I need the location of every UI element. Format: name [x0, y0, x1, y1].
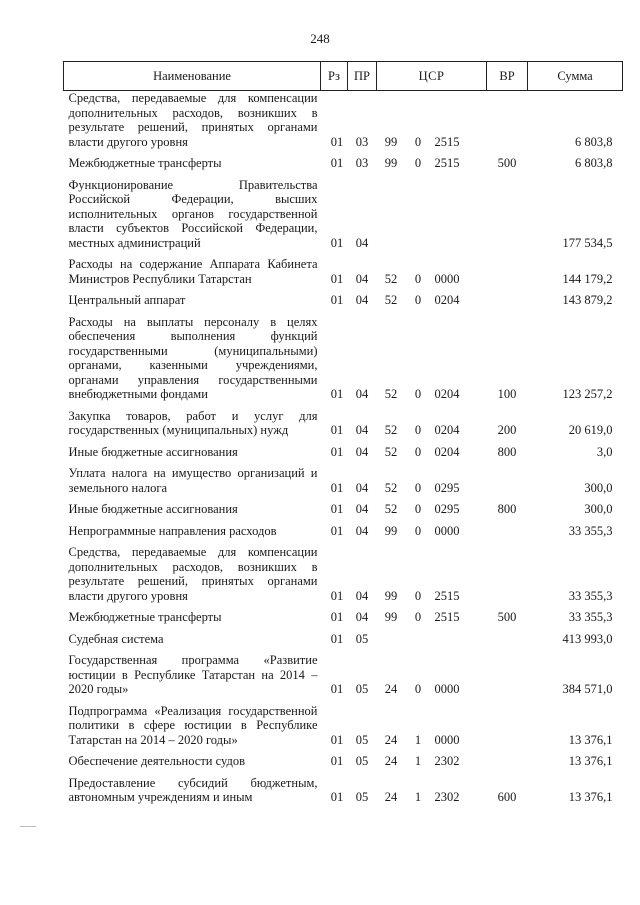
row-csr-direction: 2302 — [434, 754, 460, 768]
row-rz: 01 — [330, 235, 344, 250]
header-name: Наименование — [64, 62, 321, 91]
row-csr-program: 24 — [384, 682, 398, 696]
row-csr-direction: 0295 — [434, 480, 460, 495]
row-sum: 300,0 — [584, 502, 613, 516]
row-spacer-cell — [64, 603, 623, 610]
row-csr-subprogram: 0 — [414, 134, 422, 149]
row-pr: 05 — [355, 790, 369, 804]
row-spacer — [64, 286, 623, 293]
row-csr-program: 99 — [384, 588, 398, 603]
row-csr-subprogram: 1 — [414, 754, 422, 768]
row-pr: 04 — [355, 293, 369, 307]
row-csr-program: 52 — [384, 271, 398, 286]
row-rz: 01 — [330, 790, 344, 804]
row-csr-subprogram: 0 — [414, 610, 422, 624]
row-csr-subprogram: 0 — [414, 444, 422, 459]
row-vr — [487, 754, 528, 769]
table-row — [64, 91, 623, 150]
row-spacer — [64, 517, 623, 524]
row-vr — [487, 257, 528, 286]
row-pr: 04 — [355, 480, 369, 495]
row-csr-direction — [431, 178, 487, 251]
row-vr — [487, 704, 528, 748]
row-csr-program: 52 — [384, 293, 398, 307]
table-row — [64, 466, 623, 495]
row-name: Средства, передаваемые для компенсации дополнительных расходов, возникших в результате решений, принятых органами власти другого уровня — [68, 545, 318, 603]
row-rz: 01 — [330, 134, 344, 149]
row-csr-program: 52 — [384, 480, 398, 495]
row-csr-direction: 2515 — [434, 134, 460, 149]
row-rz: 01 — [330, 732, 344, 747]
row-csr-subprogram: 0 — [414, 480, 422, 495]
table-row — [64, 653, 623, 697]
budget-table — [63, 61, 623, 805]
table-body — [64, 91, 623, 805]
row-vr: 500 — [497, 156, 517, 170]
row-sum: 13 376,1 — [568, 790, 613, 804]
row-rz: 01 — [330, 588, 344, 603]
row-csr-subprogram: 1 — [414, 732, 422, 747]
row-name: Судебная система — [68, 631, 164, 646]
row-pr: 05 — [355, 732, 369, 747]
row-rz: 01 — [330, 387, 344, 401]
row-name: Уплата налога на имущество организаций и земельного налога — [68, 466, 318, 495]
row-csr-program: 24 — [384, 732, 398, 747]
row-csr-program — [377, 632, 406, 647]
row-spacer — [64, 495, 623, 502]
row-name: Межбюджетные трансферты — [68, 610, 222, 624]
row-spacer-cell — [64, 402, 623, 409]
row-spacer-cell — [64, 495, 623, 502]
row-pr: 04 — [355, 523, 369, 538]
row-spacer-cell — [64, 538, 623, 545]
row-sum: 33 355,3 — [568, 523, 613, 538]
header-sum: Сумма — [528, 62, 623, 91]
row-csr-direction: 0000 — [434, 271, 460, 286]
row-csr-program: 52 — [384, 423, 398, 437]
row-spacer — [64, 171, 623, 178]
row-sum: 6 803,8 — [575, 134, 613, 149]
row-sum: 300,0 — [584, 480, 613, 495]
row-sum: 20 619,0 — [568, 423, 613, 437]
row-csr-direction: 2515 — [434, 588, 460, 603]
row-csr-subprogram: 0 — [414, 502, 422, 516]
row-pr: 04 — [355, 610, 369, 624]
row-rz: 01 — [330, 523, 344, 538]
table-row — [64, 776, 623, 805]
row-csr-direction: 0204 — [434, 387, 460, 401]
row-name: Центральный аппарат — [68, 293, 186, 307]
row-csr-direction: 0000 — [434, 523, 460, 538]
row-vr — [487, 466, 528, 495]
row-pr: 04 — [355, 235, 369, 250]
row-csr-program: 52 — [384, 387, 398, 401]
row-pr: 04 — [355, 588, 369, 603]
row-name: Иные бюджетные ассигнования — [68, 444, 238, 459]
row-spacer-cell — [64, 286, 623, 293]
row-csr-direction: 0204 — [434, 293, 460, 307]
row-rz: 01 — [330, 293, 344, 307]
row-spacer — [64, 538, 623, 545]
row-spacer-cell — [64, 171, 623, 178]
row-sum: 13 376,1 — [568, 732, 613, 747]
row-vr — [487, 293, 528, 308]
row-name: Подпрограмма «Реализация государственной политики в сфере юстиции в Республике Татарстан на 2014 – 2020 годы» — [68, 703, 318, 747]
row-pr: 04 — [355, 444, 369, 459]
table-row — [64, 754, 623, 769]
row-spacer-cell — [64, 438, 623, 445]
row-rz: 01 — [330, 631, 344, 646]
header-vr: ВР — [487, 62, 528, 91]
row-spacer — [64, 697, 623, 704]
row-name: Государственная программа «Развитие юстиции в Республике Татарстан на 2014 – 2020 годы» — [68, 653, 318, 696]
row-spacer — [64, 625, 623, 632]
row-csr-direction: 0204 — [434, 444, 460, 459]
header-rz: Рз — [321, 62, 348, 91]
row-spacer — [64, 459, 623, 466]
row-pr: 04 — [355, 271, 369, 286]
row-vr: 200 — [497, 423, 517, 437]
row-pr: 05 — [355, 682, 369, 696]
table-row — [64, 502, 623, 517]
row-csr-subprogram: 0 — [414, 523, 422, 538]
scan-mark — [20, 826, 36, 827]
row-csr-program: 99 — [384, 523, 398, 538]
row-csr-subprogram: 0 — [414, 271, 422, 286]
row-pr: 05 — [355, 754, 369, 768]
row-sum: 384 571,0 — [562, 682, 613, 696]
row-csr-program: 52 — [384, 502, 398, 516]
row-name: Расходы на выплаты персоналу в целях обеспечения выполнения функций государственными (муниципальными) органами, казенными учреждениями, органами управления государственными внебюджетными фондами — [68, 314, 318, 401]
table-row — [64, 610, 623, 625]
row-csr-program: 99 — [384, 134, 398, 149]
row-name: Функционирование Правительства Российской Федерации, высших исполнительных органов государственной власти субъектов Российской Федерации, местных администраций — [68, 177, 318, 250]
row-csr-direction: 2302 — [434, 790, 460, 804]
table-header — [64, 62, 623, 91]
row-spacer-cell — [64, 625, 623, 632]
row-rz: 01 — [330, 271, 344, 286]
row-vr: 500 — [497, 610, 517, 624]
row-csr-subprogram: 0 — [414, 682, 422, 696]
row-pr: 04 — [355, 502, 369, 516]
row-sum: 33 355,3 — [568, 588, 613, 603]
row-spacer — [64, 603, 623, 610]
row-spacer — [64, 308, 623, 315]
row-csr-direction: 0000 — [434, 682, 460, 696]
row-pr: 05 — [355, 631, 369, 646]
row-name: Средства, передаваемые для компенсации дополнительных расходов, возникших в результате решений, принятых органами власти другого уровня — [68, 91, 318, 149]
table-row — [64, 178, 623, 251]
row-spacer — [64, 747, 623, 754]
table-row — [64, 545, 623, 603]
table-row — [64, 156, 623, 171]
row-spacer — [64, 646, 623, 653]
row-rz: 01 — [330, 502, 344, 516]
row-rz: 01 — [330, 754, 344, 768]
table-row — [64, 632, 623, 647]
row-name: Межбюджетные трансферты — [68, 156, 222, 170]
row-csr-program — [377, 178, 406, 251]
row-csr-subprogram: 0 — [414, 293, 422, 307]
row-rz: 01 — [330, 682, 344, 696]
row-rz: 01 — [330, 423, 344, 437]
row-vr — [487, 632, 528, 647]
row-name: Обеспечение деятельности судов — [68, 754, 245, 768]
row-sum: 143 879,2 — [562, 293, 613, 307]
header-pr: ПР — [348, 62, 377, 91]
row-rz: 01 — [330, 444, 344, 459]
table-row — [64, 445, 623, 460]
row-spacer — [64, 402, 623, 409]
row-spacer — [64, 250, 623, 257]
table-row — [64, 409, 623, 438]
row-name: Закупка товаров, работ и услуг для государственных (муниципальных) нужд — [68, 408, 318, 437]
row-csr-subprogram — [406, 178, 431, 251]
row-csr-subprogram: 0 — [414, 156, 422, 170]
table-row — [64, 524, 623, 539]
row-csr-subprogram: 0 — [414, 588, 422, 603]
row-spacer-cell — [64, 250, 623, 257]
row-csr-program: 99 — [384, 156, 398, 170]
row-vr: 100 — [497, 387, 517, 401]
row-csr-direction: 0295 — [434, 502, 460, 516]
row-csr-program: 52 — [384, 444, 398, 459]
row-spacer-cell — [64, 646, 623, 653]
row-vr — [487, 91, 528, 150]
row-spacer — [64, 438, 623, 445]
row-csr-direction: 2515 — [434, 610, 460, 624]
row-pr: 03 — [355, 156, 369, 170]
row-sum: 177 534,5 — [562, 235, 613, 250]
row-spacer-cell — [64, 459, 623, 466]
row-csr-direction: 2515 — [434, 156, 460, 170]
row-sum: 13 376,1 — [568, 754, 613, 768]
row-name: Расходы на содержание Аппарата Кабинета Министров Республики Татарстан — [68, 257, 318, 286]
row-sum: 413 993,0 — [562, 631, 613, 646]
table-row — [64, 257, 623, 286]
row-csr-subprogram — [406, 632, 431, 647]
row-sum: 144 179,2 — [562, 271, 613, 286]
row-spacer-cell — [64, 747, 623, 754]
row-sum: 6 803,8 — [575, 156, 613, 170]
row-csr-subprogram: 0 — [414, 423, 422, 437]
row-spacer-cell — [64, 769, 623, 776]
row-vr — [487, 545, 528, 603]
row-sum: 3,0 — [596, 444, 613, 459]
row-vr: 800 — [497, 444, 517, 459]
row-vr — [487, 653, 528, 697]
row-pr: 03 — [355, 134, 369, 149]
table-row — [64, 315, 623, 402]
row-csr-direction: 0204 — [434, 423, 460, 437]
row-spacer — [64, 769, 623, 776]
row-csr-subprogram: 0 — [414, 387, 422, 401]
row-spacer-cell — [64, 697, 623, 704]
row-vr — [487, 178, 528, 251]
row-rz: 01 — [330, 156, 344, 170]
row-vr: 600 — [497, 790, 517, 804]
row-rz: 01 — [330, 610, 344, 624]
row-spacer-cell — [64, 149, 623, 156]
row-csr-subprogram: 1 — [414, 790, 422, 804]
row-csr-direction — [431, 632, 487, 647]
row-csr-program: 24 — [384, 790, 398, 804]
header-csr: ЦСР — [377, 62, 487, 91]
row-rz: 01 — [330, 480, 344, 495]
page-number: 248 — [310, 31, 330, 46]
row-pr: 04 — [355, 387, 369, 401]
row-name: Иные бюджетные ассигнования — [68, 502, 238, 516]
row-name: Непрограммные направления расходов — [68, 523, 277, 538]
table-row — [64, 293, 623, 308]
row-vr: 800 — [497, 502, 517, 516]
row-name: Предоставление субсидий бюджетным, автономным учреждениям и иным — [68, 775, 318, 804]
row-csr-program: 99 — [384, 610, 398, 624]
table-row — [64, 704, 623, 748]
row-spacer — [64, 149, 623, 156]
row-vr — [487, 524, 528, 539]
row-csr-program: 24 — [384, 754, 398, 768]
row-sum: 33 355,3 — [568, 610, 613, 624]
row-csr-direction: 0000 — [434, 732, 460, 747]
row-spacer-cell — [64, 517, 623, 524]
row-spacer-cell — [64, 308, 623, 315]
row-sum: 123 257,2 — [562, 387, 613, 401]
row-pr: 04 — [355, 423, 369, 437]
